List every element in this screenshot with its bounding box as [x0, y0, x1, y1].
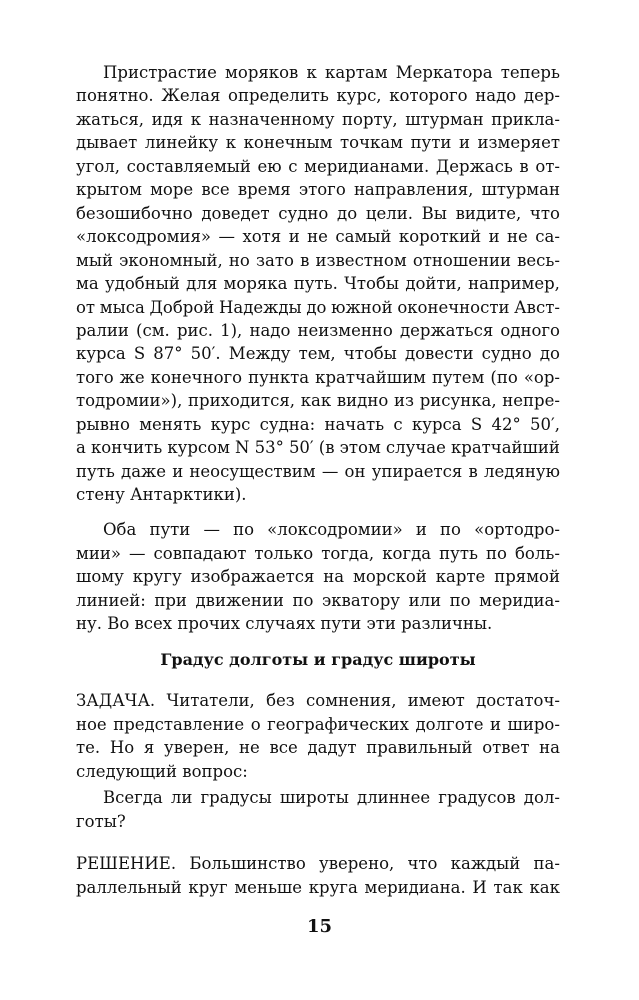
p2-line: линией: при движении по экватору или по меридиа- — [76, 591, 560, 610]
question-line: готы? — [76, 812, 126, 831]
solution-line: раллельный круг меньше круга меридиана. И так как — [76, 878, 560, 897]
p1-line: рывно менять курс судна: начать с курса S 42° 50′, — [76, 415, 560, 434]
p1-line: ма удобный для моряка путь. Чтобы дойти, например, — [76, 274, 560, 293]
p2-line: Оба пути — по «локсодромии» и по «ортодро- — [103, 520, 560, 539]
p2-line: ну. Во всех прочих случаях пути эти различны. — [76, 614, 493, 633]
p2-line: мии» — совпадают только тогда, когда путь по боль- — [76, 544, 560, 563]
p1-line: а кончить курсом N 53° 50′ (в этом случае кратчайший — [76, 438, 560, 457]
section-heading: Градус долготы и градус широты — [160, 650, 476, 669]
p1-line: понятно. Желая определить курс, которого надо дер- — [76, 86, 560, 105]
p1-line: дывает линейку к конечным точкам пути и измеряет — [76, 133, 560, 152]
p1-line: того же конечного пункта кратчайшим путем (по «ор- — [76, 368, 560, 387]
p1-line: жаться, идя к назначенному порту, штурман прикла- — [76, 110, 560, 129]
solution-line: РЕШЕНИЕ. Большинство уверено, что каждый па- — [76, 854, 560, 873]
question-line: Всегда ли градусы широты длиннее градусов дол- — [103, 788, 560, 807]
p1-line: Пристрастие моряков к картам Меркатора теперь — [103, 63, 560, 82]
task-line: ное представление о географических долготе и широ- — [76, 715, 560, 734]
p1-line: безошибочно доведет судно до цели. Вы видите, что — [76, 204, 560, 223]
task-line: ЗАДАЧА. Читатели, без сомнения, имеют достаточ- — [76, 691, 560, 710]
p1-line: крытом море все время этого направления, штурман — [76, 180, 560, 199]
p1-line: от мыса Доброй Надежды до южной оконечности Авст- — [76, 298, 560, 317]
page-number: 15 — [306, 916, 333, 937]
p1-line: угол, составляемый ею с меридианами. Держась в от- — [76, 157, 560, 176]
task-line: следующий вопрос: — [76, 762, 248, 781]
p1-line: курса S 87° 50′. Между тем, чтобы довести судно до — [76, 344, 560, 363]
p2-line: шому кругу изображается на морской карте прямой — [76, 567, 560, 586]
p1-line: тодромии»), приходится, как видно из рисунка, непре- — [76, 391, 560, 410]
p1-line: ралии (см. рис. 1), надо неизменно держаться одного — [76, 321, 560, 340]
p1-line: стену Антарктики). — [76, 485, 247, 504]
p1-line: мый экономный, но зато в известном отношении весь- — [76, 251, 560, 270]
p1-line: «локсодромия» — хотя и не самый короткий и не са- — [76, 227, 560, 246]
p1-line: путь даже и неосуществим — он упирается в ледяную — [76, 462, 560, 481]
task-line: те. Но я уверен, не все дадут правильный ответ на — [76, 738, 560, 757]
